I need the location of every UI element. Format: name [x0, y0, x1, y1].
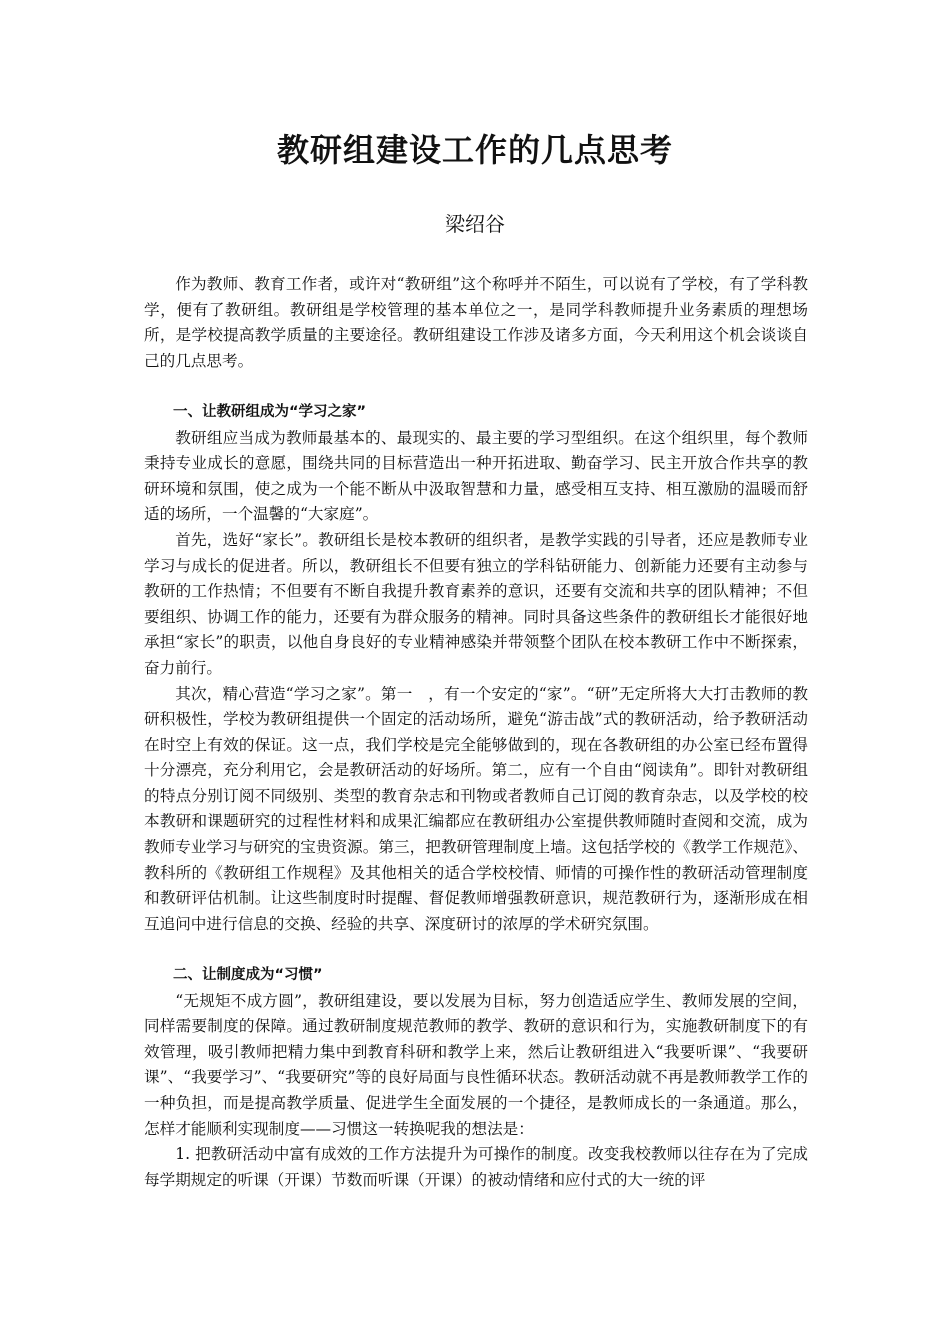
section-heading-2: 二、让制度成为“习惯” [173, 967, 323, 984]
document-title: 教研组建设工作的几点思考 [276, 131, 673, 169]
author-name: 梁绍谷 [445, 212, 505, 236]
section-heading-1: 一、让教研组成为“学习之家” [173, 403, 367, 420]
paragraph-gap [144, 937, 808, 963]
section1-paragraph: 其次，精心营造“学习之家”。第一 ，有一个安定的“家”。“研”无定所将大大打击教师的教研积极性，学校为教研组提供一个固定的活动场所，避免“游击战”式的教研活动，给予教研活动在时空上有效的保证。这一点，我们学校是完全能够做到的，现在各教研组的办公室已经布置得十分漂亮，充分利用它，会是教研活动的好场所。第二，应有一个自由“阅读角”。即针对教研组的特点分别订阅不同级别、类型的教育杂志和刊物或者教师自己订阅的教育杂志，以及学校的校本教研和课题研究的过程性材料和成果汇编都应在教研组办公室提供教师随时查阅和交流，成为教师专业学习与研究的宝贵资源。第三，把教研管理制度上墙。这包括学校的《教学工作规范》、教科所的《教研组工作规程》及其他相关的适合学校校情、师情的可操作性的教研活动管理制度和教研评估机制。让这些制度时时提醒、督促教师增强教研意识，规范教研行为，逐渐形成在相互追问中进行信息的交换、经验的共享、深度研讨的浓厚的学术研究氛围。 [144, 684, 808, 933]
section2-paragraph: “无规矩不成方圆”，教研组建设，要以发展为目标，努力创造适应学生、教师发展的空间，同样需要制度的保障。通过教研制度规范教师的教学、教研的意识和行为，实施教研制度下的有效管理，吸引教师把精力集中到教育科研和教学上来，然后让教研组进入“我要听课”、“我要研课”、“我要学习”、“我要研究”等的良好局面与良性循环状态。教研活动就不再是教师教学工作的一种负担，而是提高教学质量、促进学生全面发展的一个捷径，是教师成长的一条通道。那么，怎样才能顺利实现制度——习惯这一转换呢我的想法是： [144, 991, 808, 1138]
section1-paragraph: 首先，选好“家长”。教研组长是校本教研的组织者，是教学实践的引导者，还应是教师专业学习与成长的促进者。所以，教研组长不但要有独立的学科钻研能力、创新能力还要有主动参与教研的工作热情；不但要有不断自我提升教育素养的意识，还要有交流和共享的团队精神；不但要组织、协调工作的能力，还要有为群众服务的精神。同时具备这些条件的教研组长才能很好地承担“家长”的职责，以他自身良好的专业精神感染并带领整个团队在校本教研工作中不断探索，奋力前行。 [144, 530, 808, 677]
section2-paragraph: 1. 把教研活动中富有成效的工作方法提升为可操作的制度。改变我校教师以往存在为了完成每学期规定的听课（开课）节数而听课（开课）的被动情绪和应付式的大一统的评 [144, 1145, 808, 1189]
section1-paragraph: 教研组应当成为教师最基本的、最现实的、最主要的学习型组织。在这个组织里，每个教师秉持专业成长的意愿，围绕共同的目标营造出一种开拓进取、勤奋学习、民主开放合作共享的教研环境和氛围，使之成为一个能不断从中汲取智慧和力量，感受相互支持、相互激励的温暖而舒适的场所，一个温馨的“大家庭”。 [144, 428, 808, 524]
paragraph-gap [144, 374, 808, 400]
intro-paragraph: 作为教师、教育工作者，或许对“教研组”这个称呼并不陌生，可以说有了学校，有了学科教学，便有了教研组。教研组是学校管理的基本单位之一，是同学科教师提升业务素质的理想场所，是学校提高教学质量的主要途径。教研组建设工作涉及诸多方面，今天利用这个机会谈谈自己的几点思考。 [144, 275, 808, 370]
document-body [144, 272, 808, 1193]
